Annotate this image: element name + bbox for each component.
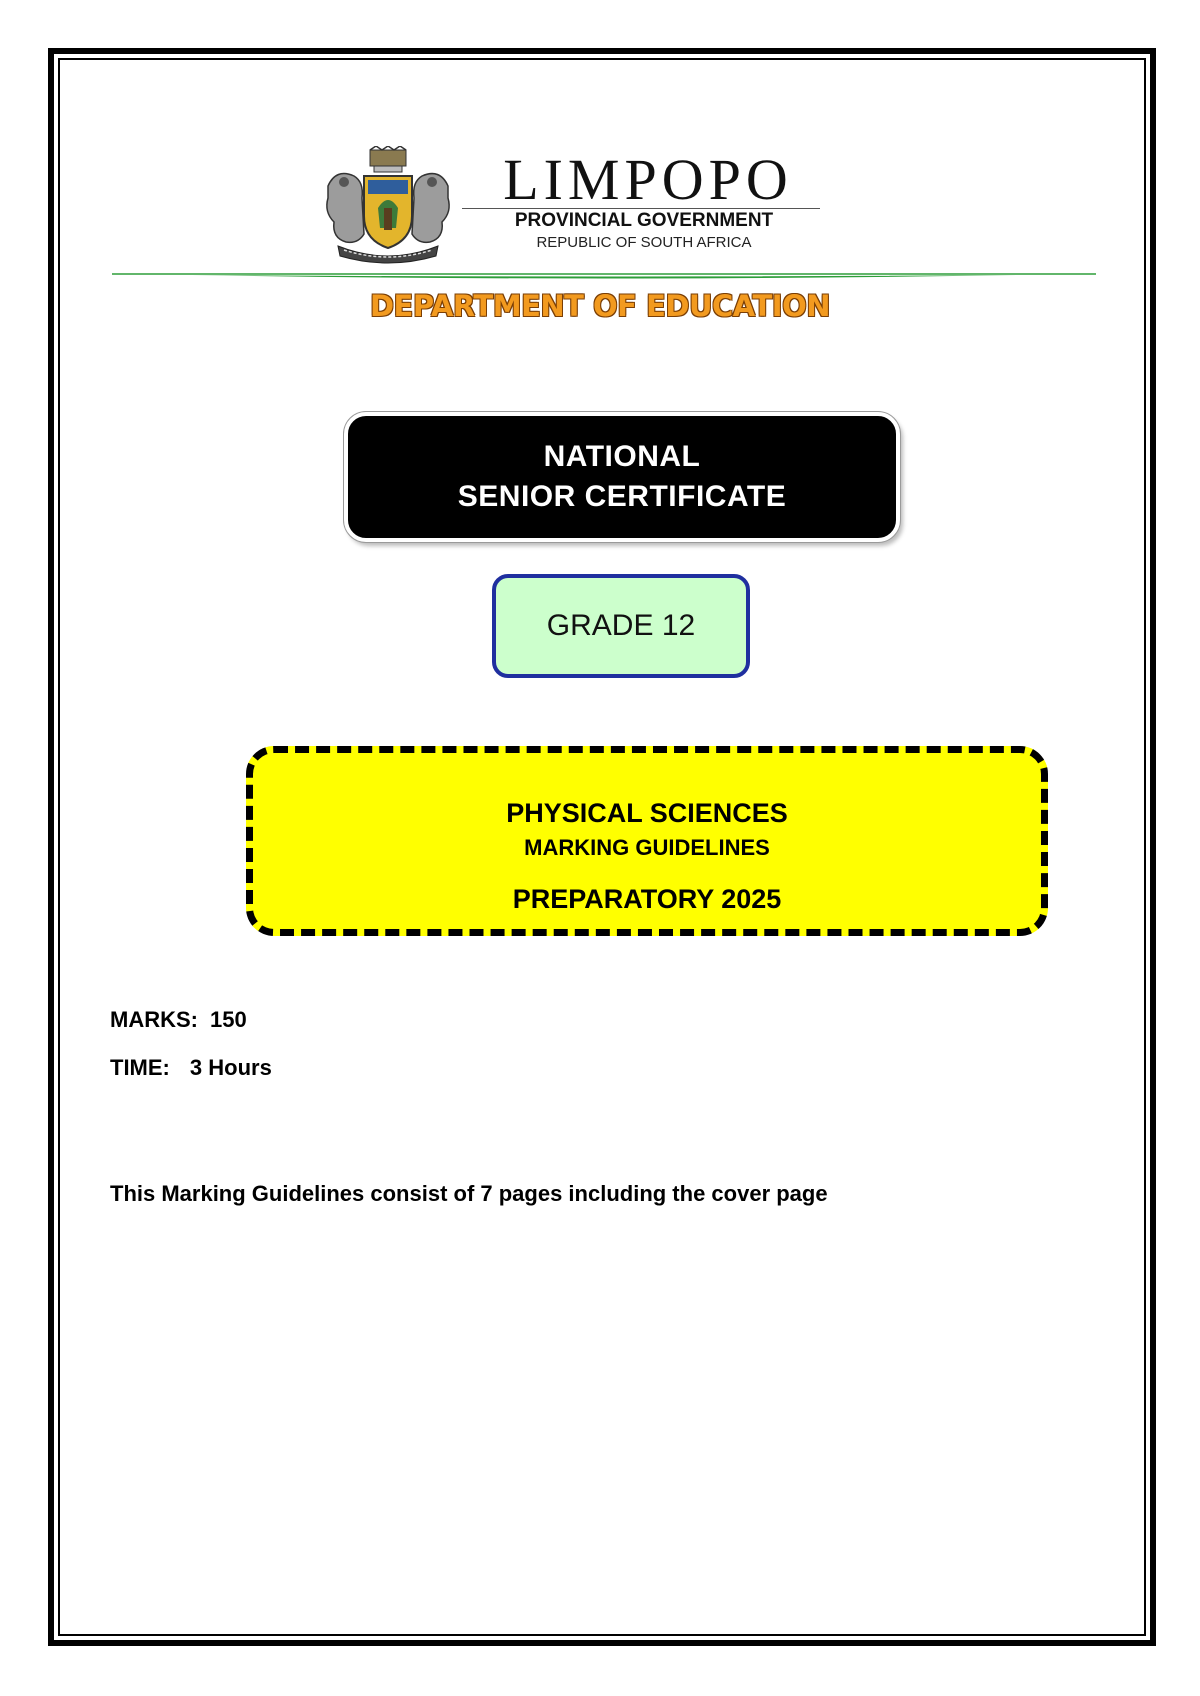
marks-row xyxy=(110,1006,247,1034)
subject-panel xyxy=(246,746,1048,936)
document-type: MARKING GUIDELINES xyxy=(524,835,770,860)
logo-title: LIMPOPO xyxy=(503,147,793,212)
department-title: DEPARTMENT OF EDUCATION xyxy=(369,289,830,323)
time-row xyxy=(110,1054,272,1082)
certificate-line-2: SENIOR CERTIFICATE xyxy=(457,480,787,513)
time-label: TIME: xyxy=(110,1055,170,1080)
logo-subtitle-country: REPUBLIC OF SOUTH AFRICA xyxy=(536,234,752,251)
time-value: 3 Hours xyxy=(189,1055,272,1080)
exam-session: PREPARATORY 2025 xyxy=(512,884,782,914)
green-divider xyxy=(112,270,1096,282)
subject-name: PHYSICAL SCIENCES xyxy=(506,798,788,828)
grade-badge: GRADE 12 xyxy=(492,574,750,678)
certificate-banner xyxy=(344,412,900,542)
marks-label: MARKS: xyxy=(110,1007,198,1032)
certificate-line-1: NATIONAL xyxy=(543,440,701,473)
logo-subtitle: PROVINCIAL GOVERNMENT xyxy=(514,210,774,231)
logo-divider xyxy=(462,208,820,209)
marks-value: 150 xyxy=(210,1007,247,1032)
coat-of-arms-icon xyxy=(318,146,458,264)
page-count-note: This Marking Guidelines consist of 7 pages including the cover page xyxy=(110,1181,828,1206)
